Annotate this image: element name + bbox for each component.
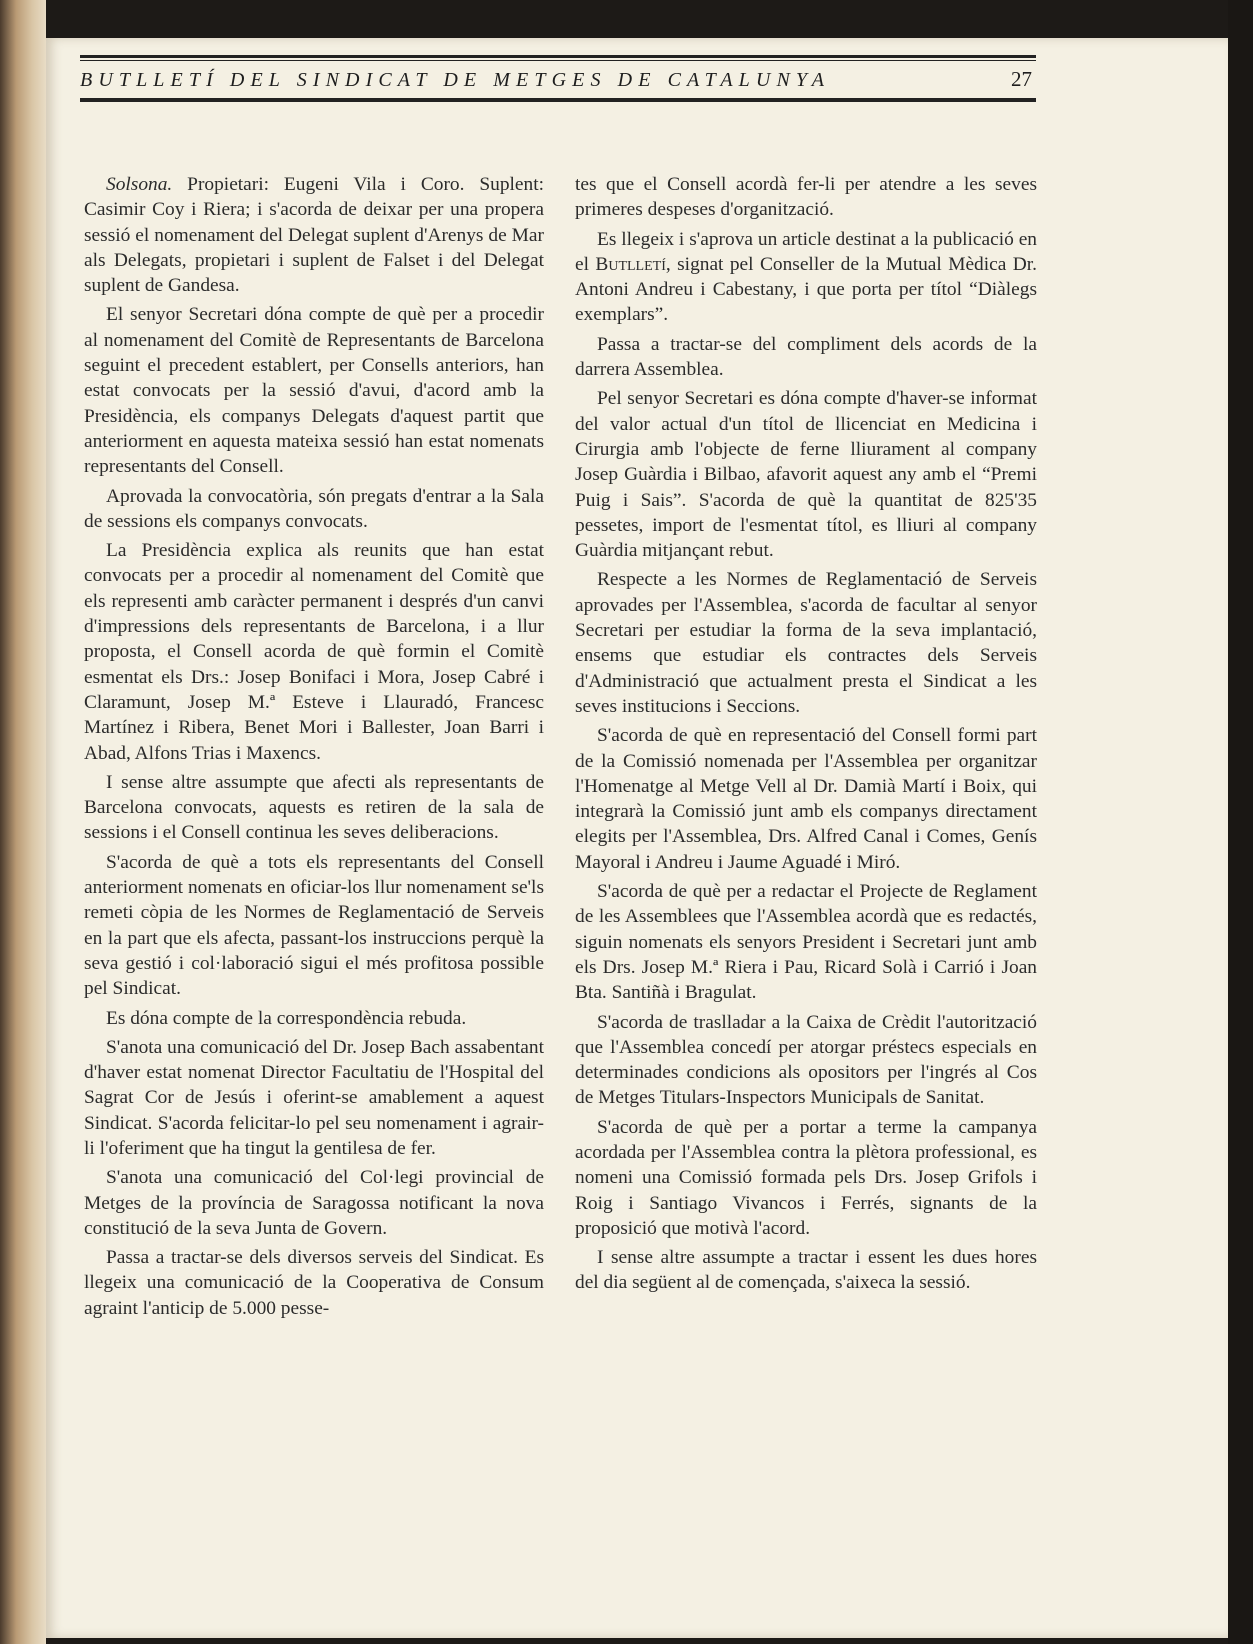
paragraph: S'acorda de què per a portar a terme la campanya acordada per l'Assemblea contra la plètora professional, es nomeni una Comissió formada pels Drs. Josep Grifols i Roig i Santiago Vivancos i Ferrés, signants de la proposició que motivà l'acord. [575,1116,1037,1239]
paragraph [84,172,544,298]
paragraph: S'anota una comunicació del Dr. Josep Bach assabentant d'haver estat nomenat Director Facultatiu de l'Hospital del Sagrat Cor de Jesús i oferint-se amablement a aquest Sindicat. S'acorda felicitar-lo pel seu nomenament i agrair-li l'oferiment que ha tingut la gentilesa de fer. [84,1036,544,1159]
paragraph: S'anota una comunicació del Col·legi provincial de Metges de la província de Saragossa notificant la nova constitució de la seva Junta de Govern. [84,1167,544,1239]
journal-title: BUTLLETÍ DEL SINDICAT DE METGES DE CATALUNYA [80,69,831,91]
scan-right-margin [1228,0,1253,1644]
paragraph: La Presidència explica als reunits que han estat convocats per a procedir al nomenament del Comitè que els representi amb caràcter permanent i després d'un canvi d'impressions dels representants de Barcelona, i a llur proposta, el Consell acorda de què formin el Comitè esmentat els Drs.: Josep Bonifaci i Mora, Josep Cabré i Claramunt, Josep M.ª Esteve i Llauradó, Francesc Martínez i Ribera, Benet Mori i Ballester, Joan Barri i Abad, Alfons Trias i Maxencs. [84,540,544,764]
scan-binding-edge [0,0,46,1644]
paragraph-text: , signat pel Conseller de la Mutual Mèdica Dr. Antoni Andreu i Cabestany, i que porta per títol “Diàlegs exemplars”. [575,253,1037,326]
paragraph: Es dóna compte de la correspondència rebuda. [106,1007,467,1029]
paragraph: tes que el Consell acordà fer-li per atendre a les seves primeres despeses d'organització. [575,174,1037,221]
paragraph: S'acorda de què a tots els representants del Consell anteriorment nomenats en oficiar-los llur nomenament se'ls remeti còpia de les Normes de Reglamentació de Serveis en la part que els afecta, passant-los instruccions perquè la seva gestió i col·laboració sigui el més profitosa possible pel Sindicat. [84,851,544,1000]
left-column [84,172,544,1325]
page-number: 27 [1011,67,1032,91]
right-column [575,172,1037,1300]
paragraph: S'acorda de què en representació del Consell formi part de la Comissió nomenada per l'Assemblea per organitzar l'Homenatge al Metge Vell al Dr. Damià Martí i Boix, qui integrarà la Comissió junt amb els companys directament elegits per l'Assemblea, Drs. Alfred Canal i Comes, Genís Mayoral i Andreu i Jaume Aguadé i Miró. [575,725,1037,873]
paragraph: S'acorda de traslladar a la Caixa de Crèdit l'autorització que l'Assemblea concedí per atorgar préstecs especials en determinades condicions als opositors per l'ingrés al Cos de Metges Titulars-Inspectors Municipals de Sanitat. [575,1011,1037,1109]
paragraph: S'acorda de què per a redactar el Projecte de Reglament de les Assemblees que l'Assemblea acordà que es redactés, siguin nomenats els senyors President i Secretari junt amb els Drs. Josep M.ª Riera i Pau, Ricard Solà i Carrió i Joan Bta. Santiñà i Bragulat. [575,881,1037,1004]
paragraph: Pel senyor Secretari es dóna compte d'haver-se informat del valor actual d'un títol de llicenciat en Medicina i Cirurgia amb l'objecte de ferne lliurament al company Josep Guàrdia i Bilbao, afavorit aquest any amb el “Premi Puig i Sais”. S'acorda de què la quantitat de 825'35 pessetes, import de l'esmentat títol, es lliuri al company Guàrdia mitjançant rebut. [575,388,1037,562]
header-line [80,61,1036,96]
header-rule-bottom [80,99,1036,102]
place-name: Solsona. [106,174,173,195]
paragraph [575,227,1037,328]
paragraph: Respecte a les Normes de Reglamentació de Serveis aprovades per l'Assemblea, s'acorda de facultar al senyor Secretari per estudiar la forma de la seva implantació, ensems que estudiar els contractes dels Serveis d'Administració que actualment presta el Sindicat a les seves institucions i Seccions. [575,569,1037,717]
paragraph: I sense altre assumpte a tractar i essent les dues hores del dia següent al de començada, s'aixeca la sessió. [575,1247,1037,1294]
paragraph: Passa a tractar-se del compliment dels acords de la darrera Assemblea. [575,333,1037,381]
running-header [80,55,1036,102]
paragraph: I sense altre assumpte que afecti als representants de Barcelona convocats, aquests es retiren de la sala de sessions i el Consell continua les seves deliberacions. [84,771,544,844]
paragraph-text: Propietari: Eugeni Vila i Coro. Suplent: Casimir Coy i Riera; i s'acorda de deixar per una propera sessió el nomenament del Delegat suplent d'Arenys de Mar als Delegats, propietari i suplent de Falset i del Delegat suplent de Gandesa. [84,174,544,297]
paragraph: Passa a tractar-se dels diversos serveis del Sindicat. Es llegeix una comunicació de la Cooperativa de Consum agraint l'anticip de 5.000 pesse- [84,1247,544,1319]
publication-name: Butlletí [595,253,666,275]
paragraph: Aprovada la convocatòria, són pregats d'entrar a la Sala de sessions els companys convocats. [84,485,544,532]
header-rule-top [80,55,1036,58]
paragraph-text: Es llegeix i s'aprova un article destinat a la publicació en el [575,228,1037,275]
paragraph: El senyor Secretari dóna compte de què per a procedir al nomenament del Comitè de Representants de Barcelona seguint el precedent establert, per Consells anteriors, han estat convocats per la sessió d'avui, d'acord amb la Presidència, els companys Delegats d'aquest partit que anteriorment en aquesta mateixa sessió han estat nomenats representants del Consell. [84,304,544,478]
